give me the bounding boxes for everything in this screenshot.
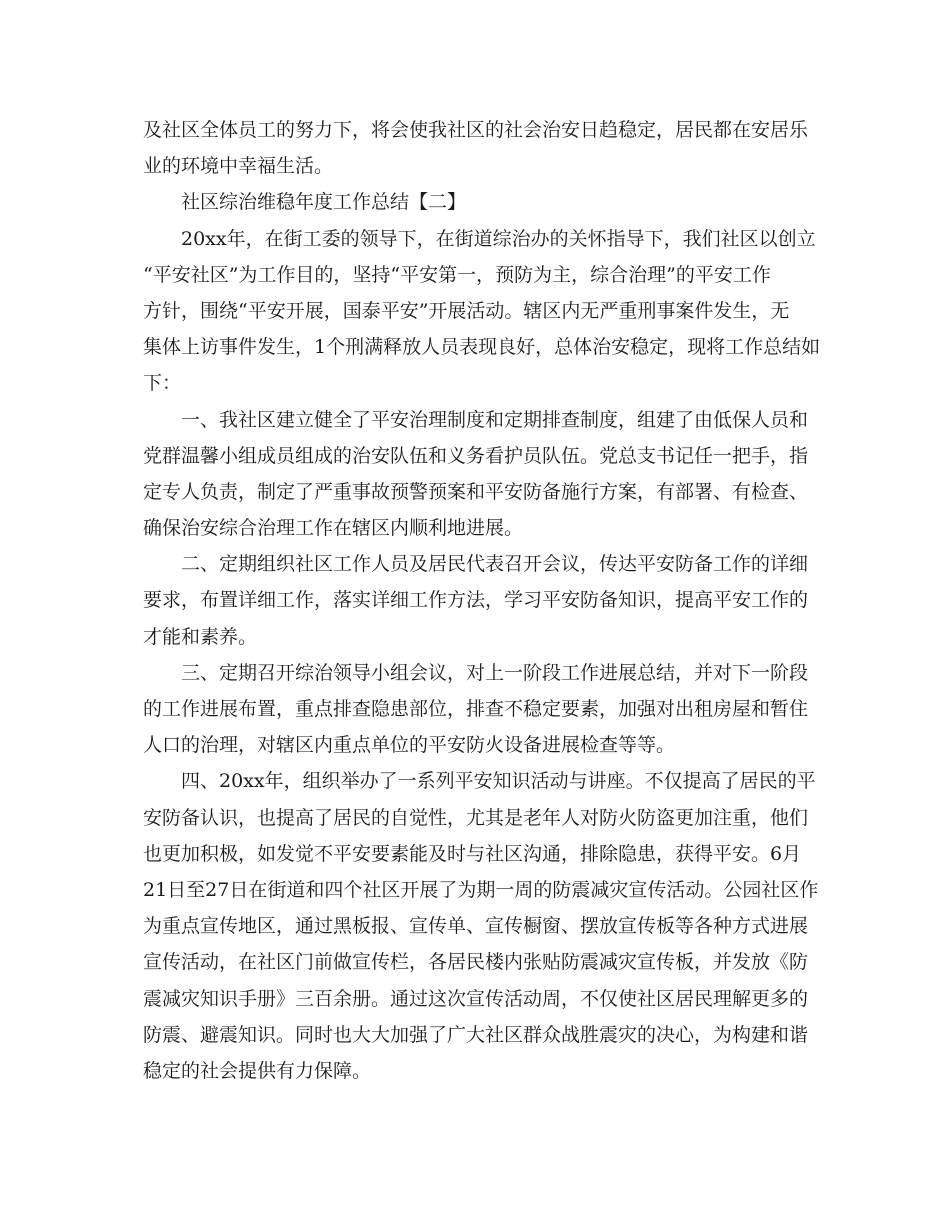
text-line: 要求，布置详细工作，落实详细工作方法，学习平安防备知识，提高平安工作的 xyxy=(143,589,809,612)
text-line: 四、20xx年，组织举办了一系列平安知识活动与讲座。不仅提高了居民的平 xyxy=(181,770,816,793)
paragraph-item-3 xyxy=(143,655,809,764)
paragraph-intro xyxy=(143,221,821,402)
text-line: 党群温馨小组成员组成的治安队伍和义务看护员队伍。党总支书记任一把手，指 xyxy=(143,444,809,467)
text-line: “平安社区”为工作目的，坚持“平安第一，预防为主，综合治理”的平安工作 xyxy=(143,263,771,286)
text-line: 安防备认识，也提高了居民的自觉性，尤其是老年人对防火防盗更加注重，他们 xyxy=(143,806,809,829)
text-line: 震减灾知识手册》三百余册。通过这次宣传活动周，不仅使社区居民理解更多的 xyxy=(143,987,809,1010)
text-line: 集体上访事件发生，1个刑满释放人员表现良好，总体治安稳定，现将工作总结如 xyxy=(143,336,821,359)
text-line: 业的环境中幸福生活。 xyxy=(143,155,334,178)
text-line: 才能和素养。 xyxy=(143,625,258,648)
text-line: 21日至27日在街道和四个社区开展了为期一周的防震减灾宣传活动。公园社区作 xyxy=(143,878,819,901)
text-line: 一、我社区建立健全了平安治理制度和定期排查制度，组建了由低保人员和 xyxy=(181,408,809,431)
paragraph-item-4 xyxy=(143,763,819,1089)
text-line: 二、定期组织社区工作人员及居民代表召开会议，传达平安防备工作的详细 xyxy=(181,553,809,576)
text-line: 的工作进展布置，重点排查隐患部位，排查不稳定要素，加强对出租房屋和暂住 xyxy=(143,698,809,720)
text-line: 确保治安综合治理工作在辖区内顺利地进展。 xyxy=(143,517,524,540)
text-line: 人口的治理，对辖区内重点单位的平安防火设备进展检查等等。 xyxy=(143,734,676,757)
text-line: 定专人负责，制定了严重事故预警预案和平安防备施行方案，有部署、有检查、 xyxy=(143,480,809,503)
text-line: 下： xyxy=(143,372,182,395)
paragraph-continuation xyxy=(143,112,809,184)
text-line: 三、定期召开综治领导小组会议，对上一阶段工作进展总结，并对下一阶段 xyxy=(181,661,809,684)
paragraph-item-2 xyxy=(143,546,809,655)
document-page xyxy=(143,112,821,1089)
text-line: 及社区全体员工的努力下，将会使我社区的社会治安日趋稳定，居民都在安居乐 xyxy=(143,119,809,141)
text-line: 社区综治维稳年度工作总结【二】 xyxy=(181,191,467,214)
text-line: 20xx年，在街工委的领导下，在街道综治办的关怀指导下，我们社区以创立 xyxy=(181,227,816,250)
text-line: 防震、避震知识。同时也大大加强了广大社区群众战胜震灾的决心，为构建和谐 xyxy=(143,1023,809,1046)
paragraph-item-1 xyxy=(143,402,809,547)
text-line: 为重点宣传地区，通过黑板报、宣传单、宣传橱窗、摆放宣传板等各种方式进展 xyxy=(143,915,809,938)
text-line: 稳定的社会提供有力保障。 xyxy=(143,1059,372,1082)
text-line: 也更加积极，如发觉不平安要素能及时与社区沟通，排除隐患，获得平安。6月 xyxy=(143,842,802,865)
text-line: 宣传活动，在社区门前做宣传栏，各居民楼内张贴防震减灾宣传板，并发放《防 xyxy=(143,951,809,974)
text-line: 方针，围绕“平安开展，国泰平安”开展活动。辖区内无严重刑事案件发生，无 xyxy=(143,299,790,322)
section-heading xyxy=(143,184,798,220)
